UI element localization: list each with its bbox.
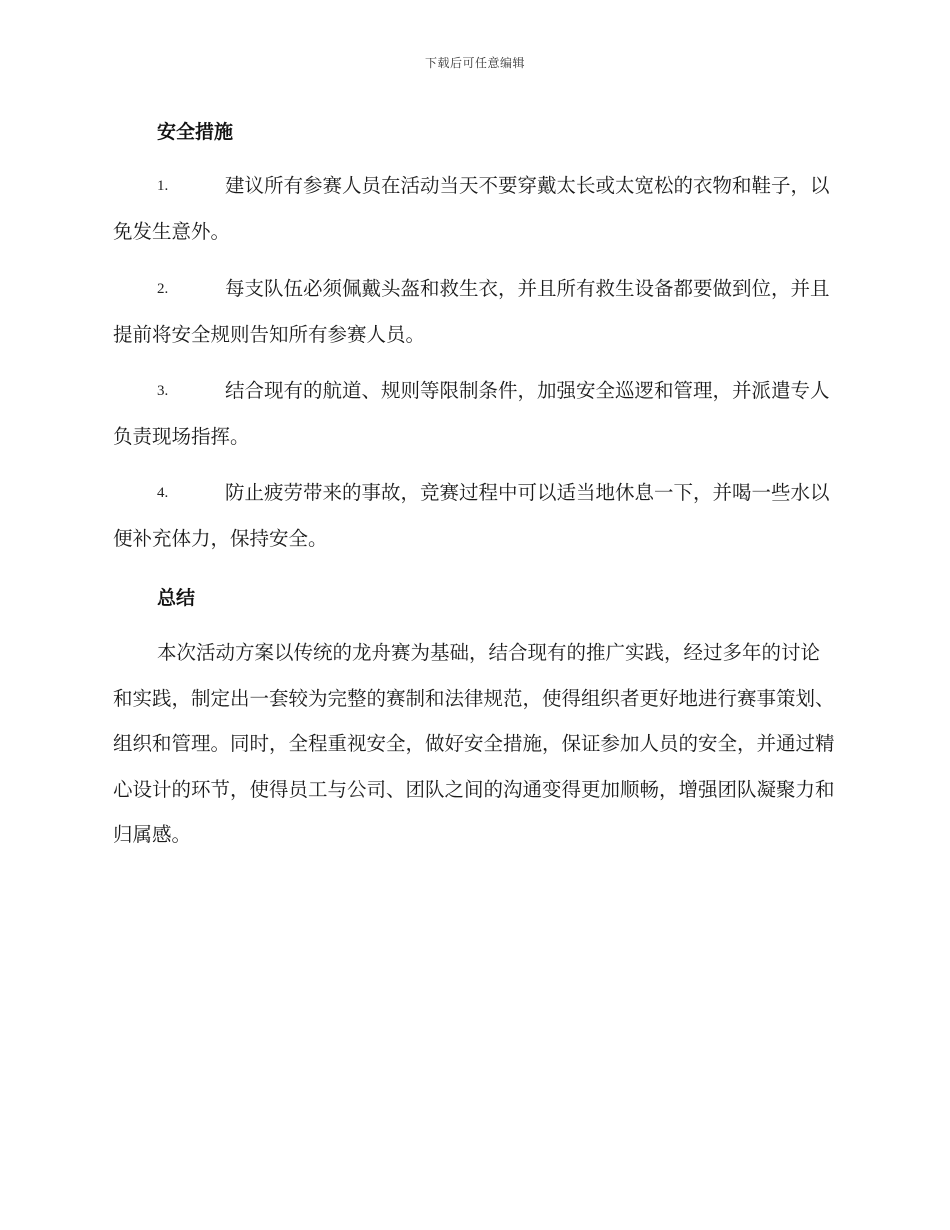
list-item-text: 建议所有参赛人员在活动当天不要穿戴太长或太宽松的衣物和鞋子，以免发生意外。 bbox=[113, 174, 830, 243]
list-item-text: 结合现有的航道、规则等限制条件，加强安全巡逻和管理，并派遣专人负责现场指挥。 bbox=[113, 379, 830, 448]
section-title-safety: 安全措施 bbox=[157, 121, 234, 143]
list-item-text: 每支队伍必须佩戴头盔和救生衣，并且所有救生设备都要做到位，并且提前将安全规则告知所有参赛人员。 bbox=[113, 277, 830, 346]
section-title-summary: 总结 bbox=[157, 587, 196, 609]
list-item-number: 1. bbox=[157, 178, 169, 194]
header-note: 下载后可任意编辑 bbox=[424, 56, 525, 70]
summary-paragraph: 本次活动方案以传统的龙舟赛为基础，结合现有的推广实践，经过多年的讨论和实践，制定出一套较为完整的赛制和法律规范，使得组织者更好地进行赛事策划、组织和管理。同时，全程重视安全，做好安全措施，保证参加人员的安全，并通过精心设计的环节，使得员工与公司、团队之间的沟通变得更加顺畅，增强团队凝聚力和归属感。 bbox=[113, 641, 835, 846]
list-item bbox=[113, 368, 835, 460]
list-item bbox=[113, 470, 835, 562]
list-item bbox=[113, 266, 835, 358]
list-item-text: 防止疲劳带来的事故，竞赛过程中可以适当地休息一下，并喝一些水以便补充体力，保持安全。 bbox=[113, 481, 830, 550]
list-item-number: 3. bbox=[157, 383, 169, 399]
list-item bbox=[113, 163, 835, 255]
list-item-number: 2. bbox=[157, 281, 169, 297]
list-item-number: 4. bbox=[157, 485, 169, 501]
